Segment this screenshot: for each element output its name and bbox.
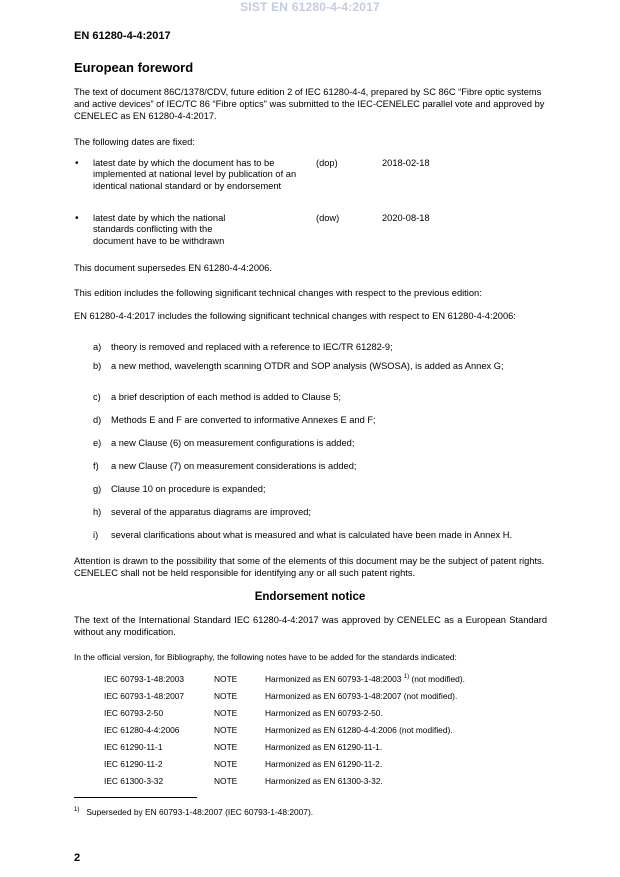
supersedes-text: This document supersedes EN 61280-4-4:2006.	[74, 263, 272, 273]
list-marker: d)	[93, 415, 102, 425]
footnote-text: Superseded by EN 60793-1-48:2007 (IEC 60793-1-48:2007).	[86, 807, 314, 817]
table-cell-harmonized: Harmonized as EN 61290-11-2.	[265, 759, 383, 769]
notes-intro: In the official version, for Bibliography, the following notes have to be added for the standards indicated:	[74, 652, 457, 662]
table-cell-harmonized: Harmonized as EN 60793-1-48:2007 (not modified).	[265, 691, 458, 701]
patent-notice: Attention is drawn to the possibility that some of the elements of this document may be the subject of patent rights. CENELEC shall not be held responsible for identifying any or all such patent rights.	[74, 556, 545, 578]
bullet: •	[75, 213, 79, 224]
table-cell-standard: IEC 61290-11-1	[104, 742, 163, 752]
list-marker: f)	[93, 461, 99, 471]
table-cell-harmonized: Harmonized as EN 61300-3-32.	[265, 776, 383, 786]
document-id: EN 61280-4-4:2017	[74, 30, 171, 42]
table-cell-harmonized	[265, 674, 465, 684]
watermark: SIST EN 61280-4-4:2017	[240, 0, 380, 14]
list-marker: c)	[93, 392, 101, 402]
date-item-text: latest date by which the document has to be implemented at national level by publication of an identical national standard or by endorsement	[93, 158, 297, 191]
list-marker: h)	[93, 507, 102, 517]
foreword-intro: The text of document 86C/1378/CDV, future edition 2 of IEC 61280-4-4, prepared by SC 86C “Fibre optic systems and active devices” of IEC/TC 86 “Fibre optics" was submitted to the IEC-CENELEC parallel vote and approved by CENELEC as EN 61280-4-4:2017.	[74, 87, 545, 121]
harmonized-text: Harmonized as EN 60793-1-48:2003	[265, 674, 402, 684]
list-item: a new Clause (6) on measurement configurations is added;	[111, 438, 355, 448]
table-cell-note: NOTE	[214, 725, 238, 735]
list-item: Clause 10 on procedure is expanded;	[111, 484, 266, 494]
bullet: •	[75, 158, 79, 169]
list-item: a new method, wavelength scanning OTDR and SOP analysis (WSOSA), is added as Annex G;	[111, 361, 504, 371]
table-cell-note: NOTE	[214, 708, 238, 718]
list-item: Methods E and F are converted to informative Annexes E and F;	[111, 415, 376, 425]
table-cell-harmonized: Harmonized as EN 61290-11-1.	[265, 742, 383, 752]
endorsement-text: The text of the International Standard IEC 61280-4-4:2017 was approved by CENELEC as a European Standard without any modification.	[74, 615, 547, 637]
table-cell-standard: IEC 60793-2-50	[104, 708, 164, 718]
endorsement-title: Endorsement notice	[254, 591, 366, 603]
list-marker: a)	[93, 342, 102, 352]
page-number: 2	[74, 852, 81, 864]
footnote-separator	[74, 797, 197, 798]
list-item: theory is removed and replaced with a reference to IEC/TR 61282-9;	[111, 342, 393, 352]
list-marker: e)	[93, 438, 102, 448]
date-item-date: 2020-08-18	[382, 213, 430, 223]
changes-subintro: EN 61280-4-4:2017 includes the following significant technical changes with respect to EN 61280-4-4:2006:	[74, 311, 516, 321]
foreword-title: European foreword	[74, 60, 194, 75]
date-item-text: latest date by which the national standards conflicting with the document have to be withdrawn	[93, 213, 226, 246]
dates-intro: The following dates are fixed:	[74, 137, 195, 147]
changes-intro: This edition includes the following significant technical changes with respect to the previous edition:	[74, 288, 482, 298]
table-cell-standard: IEC 60793-1-48:2003	[104, 674, 185, 684]
table-cell-note: NOTE	[214, 776, 238, 786]
harmonized-suffix: (not modified).	[411, 674, 465, 684]
date-item-date: 2018-02-18	[382, 158, 430, 168]
table-cell-standard: IEC 60793-1-48:2007	[104, 691, 185, 701]
list-item: a new Clause (7) on measurement considerations is added;	[111, 461, 357, 471]
list-item: a brief description of each method is added to Clause 5;	[111, 392, 341, 402]
table-cell-note: NOTE	[214, 742, 238, 752]
date-item-code: (dop)	[316, 158, 338, 168]
table-cell-note: NOTE	[214, 759, 238, 769]
table-cell-standard: IEC 61280-4-4:2006	[104, 725, 180, 735]
table-cell-note: NOTE	[214, 691, 238, 701]
table-cell-harmonized: Harmonized as EN 60793-2-50.	[265, 708, 383, 718]
footnote-ref: 1)	[403, 674, 410, 680]
list-item: several clarifications about what is measured and what is calculated have been made in Annex H.	[111, 530, 513, 540]
table-cell-standard: IEC 61290-11-2	[104, 759, 163, 769]
list-marker: b)	[93, 361, 102, 371]
date-item-code: (dow)	[316, 213, 340, 223]
table-cell-standard: IEC 61300-3-32	[104, 776, 164, 786]
list-marker: g)	[93, 484, 102, 494]
list-marker: i)	[93, 530, 99, 540]
table-cell-note: NOTE	[214, 674, 238, 684]
footnote-mark: 1)	[74, 807, 80, 813]
list-item: several of the apparatus diagrams are improved;	[111, 507, 311, 517]
footnote	[74, 807, 313, 817]
table-cell-harmonized: Harmonized as EN 61280-4-4:2006 (not modified).	[265, 725, 453, 735]
